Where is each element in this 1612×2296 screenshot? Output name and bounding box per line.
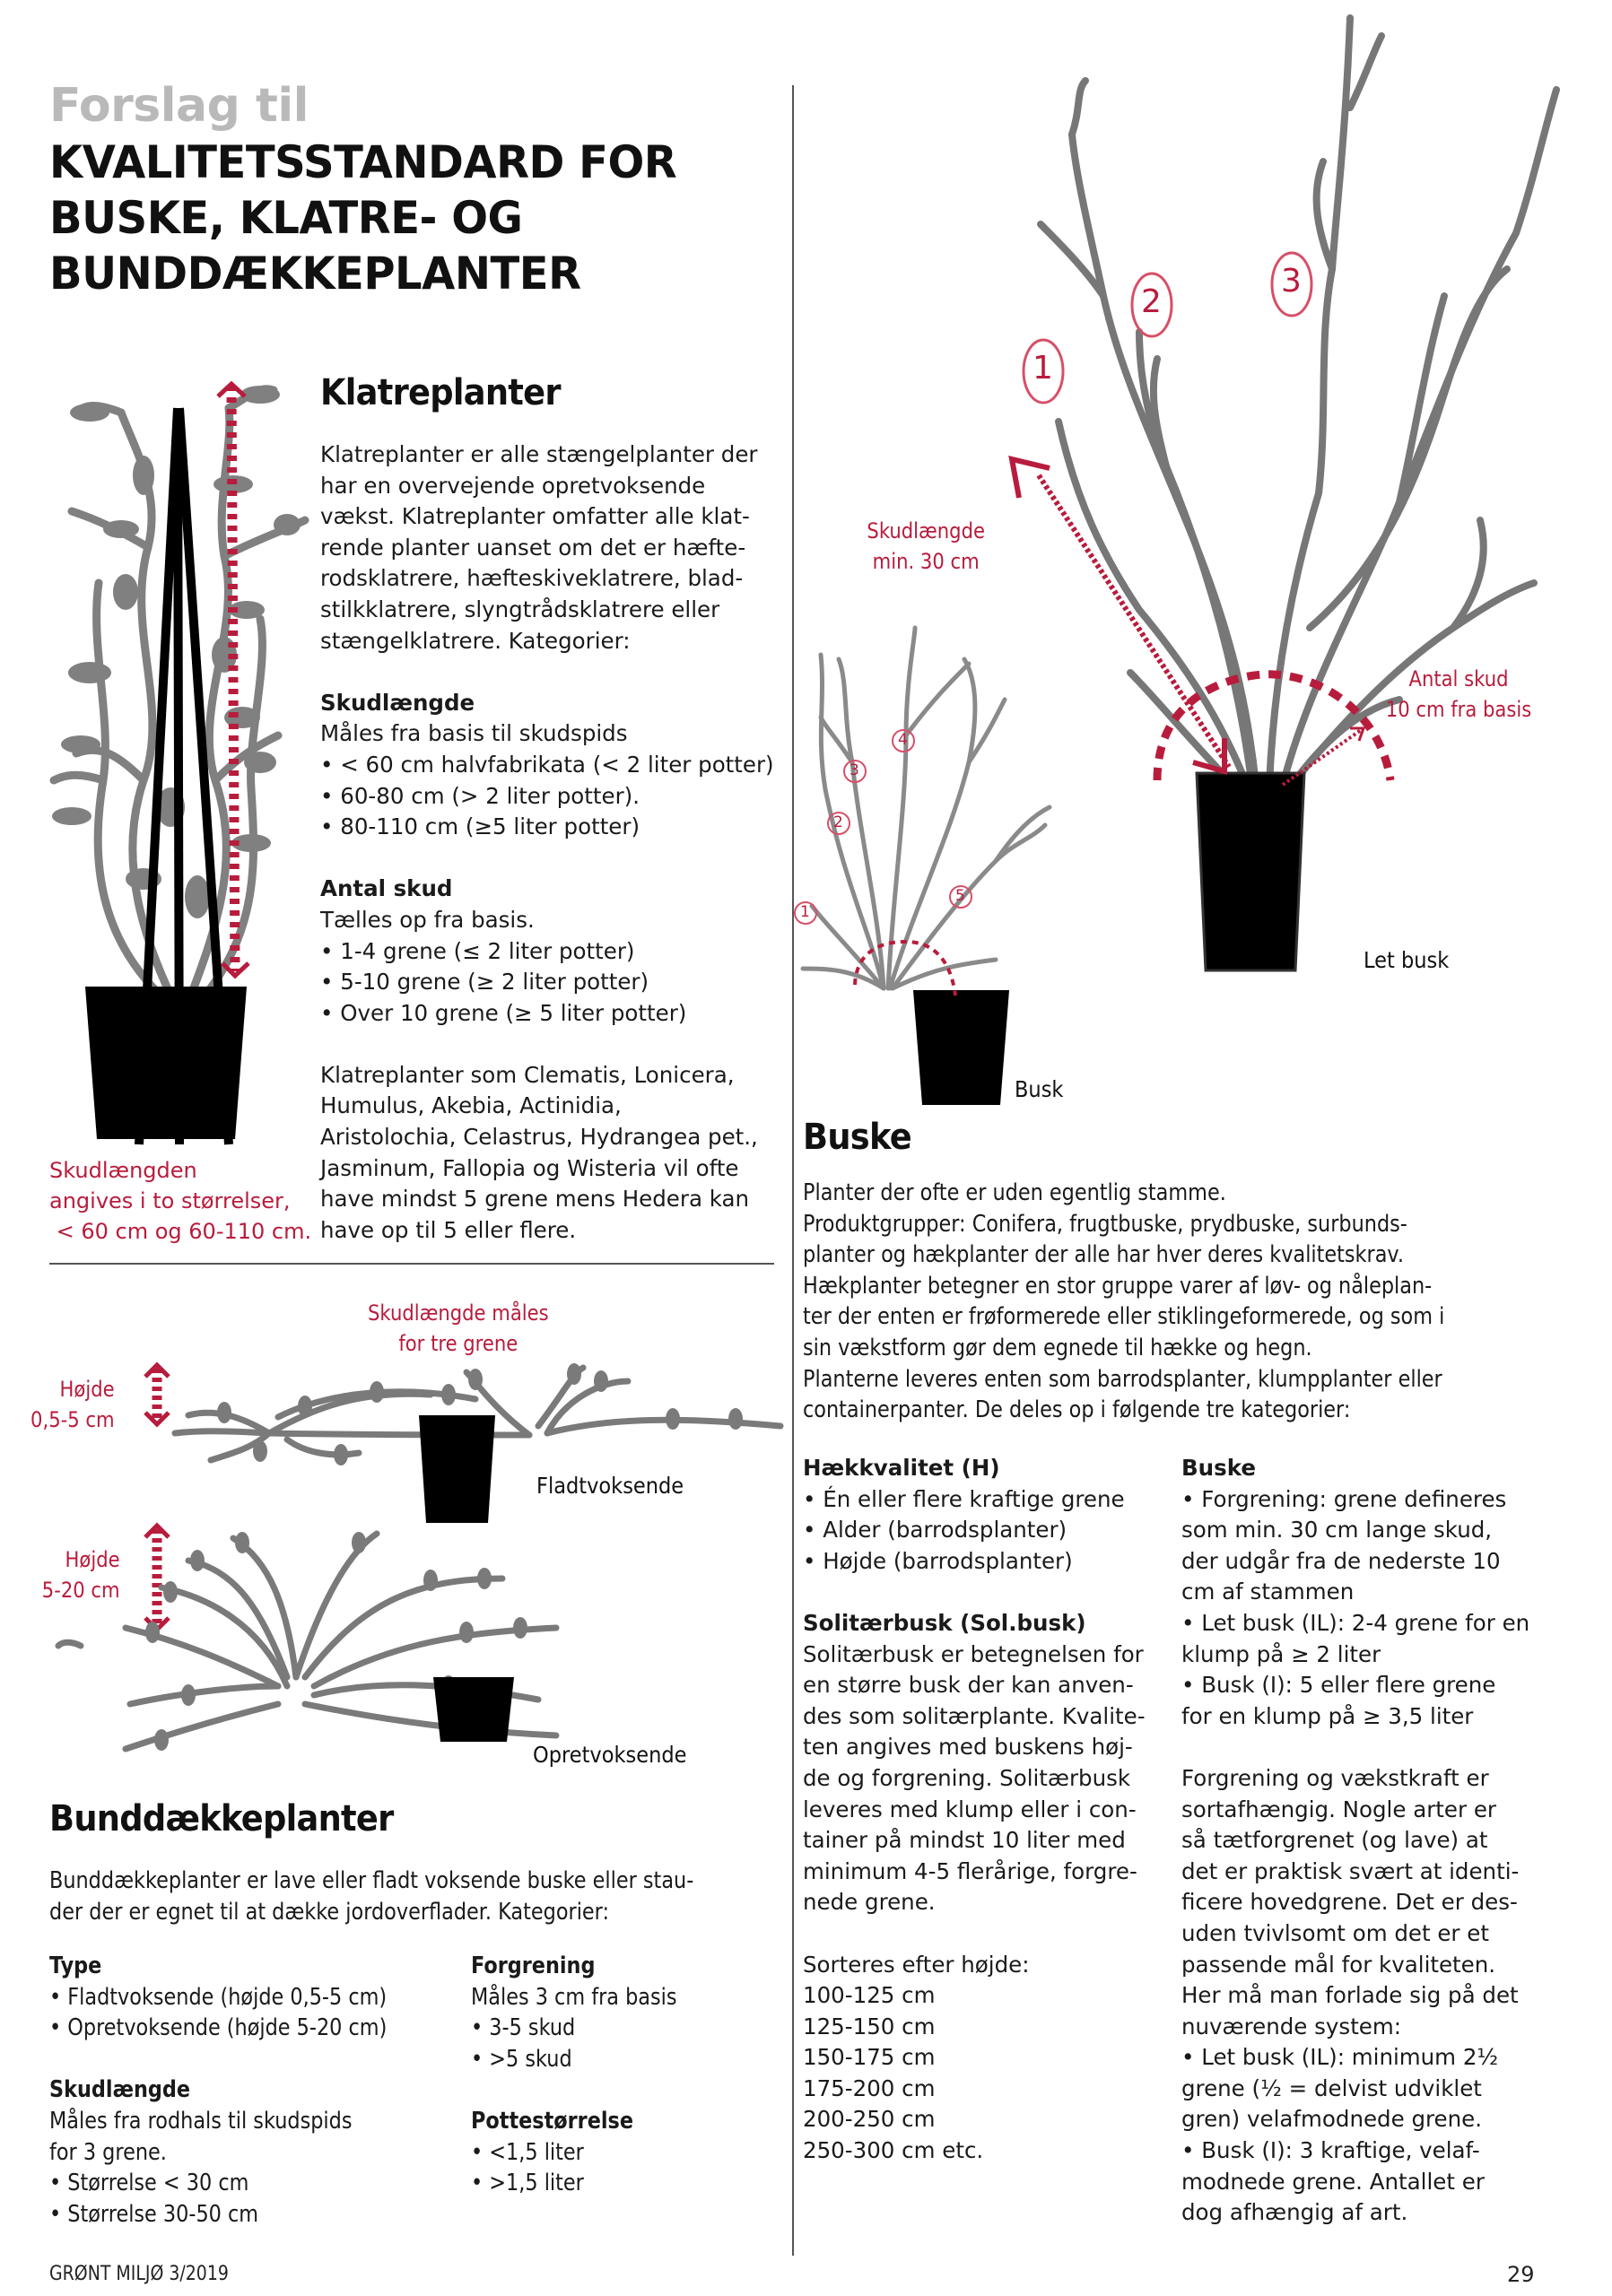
body-line: Hækplanter betegner en stor gruppe varer af løv- og nåleplan- <box>803 1272 1433 1300</box>
body-line: for en klump på ≥ 3,5 liter <box>1181 1702 1474 1729</box>
small-branch-number-4: 4 <box>898 731 908 749</box>
height-range: 250-300 cm etc. <box>803 2137 984 2164</box>
flat-height-label <box>20 1374 115 1435</box>
pot-icon <box>85 987 247 1139</box>
body-line: sortafhængig. Nogle arter er <box>1181 1796 1496 1822</box>
body-line: have op til 5 eller flere. <box>320 1216 577 1243</box>
caption-line: 0,5-5 cm <box>30 1407 115 1432</box>
body-line: leveres med klump eller i con- <box>803 1796 1137 1822</box>
climber-caption <box>49 1155 311 1247</box>
body-line: Produktgrupper: Conifera, frugtbuske, prydbuske, surbunds- <box>803 1210 1407 1238</box>
body-line: dog afhængig af art. <box>1181 2199 1408 2226</box>
body-line: • Let busk (IL): minimum 2½ <box>1181 2044 1499 2071</box>
body-line: som min. 30 cm lange skud, <box>1181 1517 1493 1544</box>
small-branch-number-2: 2 <box>833 813 843 831</box>
pot-icon <box>913 990 1009 1105</box>
large-number-circles <box>1024 253 1311 403</box>
branch-number-1: 1 <box>1033 350 1053 387</box>
body-line: så tætforgrenet (og lave) at <box>1181 1827 1488 1854</box>
height-range: 150-175 cm <box>803 2044 936 2071</box>
caption-line: for tre grene <box>398 1331 518 1356</box>
list-item: • < 60 cm halvfabrikata (< 2 liter potter) <box>320 751 774 778</box>
flat-height-arrow-icon <box>139 1361 175 1429</box>
body-line: Klatreplanter som Clematis, Lonicera, <box>320 1061 735 1088</box>
subheading-forgrening: Forgrening <box>471 1952 596 1979</box>
skud-length-caption <box>855 516 997 577</box>
body-line: der der er egnet til at dække jordoverflader. Kategorier: <box>49 1898 610 1926</box>
caption-line: Skudlængde måles <box>367 1300 549 1326</box>
section-heading-buske: Buske <box>803 1117 911 1158</box>
body-line: der udgår fra de nederste 10 <box>1181 1547 1501 1574</box>
body-line: rende planter uanset om det er hæfte- <box>320 534 746 561</box>
body-line: cm af stammen <box>1181 1578 1355 1605</box>
caption-line: angives i to størrelser, <box>49 1188 291 1213</box>
list-item: • 3-5 skud <box>471 2014 576 2042</box>
flat-groundcover-illustration <box>179 1354 789 1471</box>
body-line: nuværende system: <box>1181 2013 1401 2039</box>
klatreplanter-body <box>320 439 774 1246</box>
body-line: Solitærbusk er betegnelsen for <box>803 1640 1144 1667</box>
body-line: gren) velafmodnede grene. <box>1181 2106 1483 2133</box>
body-line: Forgrening og vækstkraft er <box>1181 1764 1489 1791</box>
body-line: Klatreplanter er alle stængelplanter der <box>320 441 758 467</box>
body-line: Planter der ofte er uden egentlig stamme. <box>803 1179 1226 1206</box>
list-item: • 5-10 grene (≥ 2 liter potter) <box>320 969 649 996</box>
list-item: • Alder (barrodsplanter) <box>803 1517 1067 1544</box>
body-line: de og forgrening. Solitærbusk <box>803 1764 1131 1791</box>
list-item: • 60-80 cm (> 2 liter potter). <box>320 782 640 809</box>
body-line: Planterne leveres enten som barrodsplanter, klumpplanter eller <box>803 1365 1442 1393</box>
caption-line: Højde <box>65 1547 120 1572</box>
subheading-skudlaengde: Skudlængde <box>320 689 475 716</box>
body-line: en større busk der kan anven- <box>803 1672 1134 1699</box>
list-item: • <1,5 liter <box>471 2138 584 2166</box>
body-line: planter og hækplanter der alle har hver deres kvalitetskrav. <box>803 1241 1405 1269</box>
list-item: • Højde (barrodsplanter) <box>803 1547 1073 1574</box>
skud-length-arrow-icon <box>1012 459 1229 771</box>
body-line: • Busk (I): 5 eller flere grene <box>1181 1672 1496 1699</box>
list-item: • Én eller flere kraftige grene <box>803 1485 1125 1512</box>
list-item: • Over 10 grene (≥ 5 liter potter) <box>320 999 687 1026</box>
subheading-buske: Buske <box>1181 1455 1256 1481</box>
body-line: har en overvejende opretvoksende <box>320 472 706 499</box>
body-line: ter der enten er frøformerede eller stiklingeformerede, og som i <box>803 1303 1445 1331</box>
body-line: Bunddækkeplanter er lave eller fladt voksende buske eller stau- <box>49 1867 694 1894</box>
upright-pot <box>433 1677 514 1744</box>
caption-line: 10 cm fra basis <box>1385 697 1532 722</box>
height-range: 175-200 cm <box>803 2074 936 2101</box>
caption-line: Skudlængde <box>867 518 985 544</box>
body-line: containerpanter. De deles op i følgende tre kategorier: <box>803 1396 1351 1424</box>
caption-line: < 60 cm og 60-110 cm. <box>49 1219 312 1244</box>
branch-number-2: 2 <box>1141 283 1162 320</box>
body-line: stilkklatrere, slyngtrådsklatrere eller <box>320 596 720 622</box>
body-line: stængelklatrere. Kategorier: <box>320 627 631 654</box>
title-line: BUSKE, KLATRE- OG <box>49 192 523 244</box>
caption-line: Højde <box>59 1377 115 1402</box>
body-line: for 3 grene. <box>49 2138 167 2166</box>
flat-type-label: Fladtvoksende <box>536 1473 684 1499</box>
body-line: Aristolochia, Celastrus, Hydrangea pet., <box>320 1124 758 1151</box>
buske-left-column <box>803 1453 1146 2167</box>
body-line: minimum 4-5 flerårige, forgre- <box>803 1857 1137 1884</box>
subheading-pottestorrelse: Pottestørrelse <box>471 2107 634 2135</box>
body-line: rodsklatrere, hæfteskiveklatrere, blad- <box>320 565 744 592</box>
body-line: grene (½ = delvist udviklet <box>1181 2074 1482 2101</box>
list-item: • >1,5 liter <box>471 2170 584 2197</box>
body-line: klump på ≥ 2 liter <box>1181 1640 1381 1667</box>
height-range: 100-125 cm <box>803 1982 936 2009</box>
height-range: 125-150 cm <box>803 2013 936 2039</box>
list-item: • 1-4 grene (≤ 2 liter potter) <box>320 937 635 964</box>
list-item: • Opretvoksende (højde 5-20 cm) <box>49 2014 388 2042</box>
page-title <box>49 135 676 301</box>
antal-skud-caption <box>1380 664 1538 725</box>
height-range: 200-250 cm <box>803 2106 936 2133</box>
body-line: Sorteres efter højde: <box>803 1951 1030 1978</box>
body-line: vækst. Klatreplanter omfatter alle klat- <box>320 503 750 530</box>
body-line: ficere hovedgrene. Det er des- <box>1181 1889 1518 1916</box>
climbing-plant-illustration <box>36 359 323 1130</box>
caption-line: Antal skud <box>1408 666 1509 691</box>
buske-right-column <box>1181 1453 1529 2229</box>
body-line: Jasminum, Fallopia og Wisteria vil ofte <box>320 1154 739 1181</box>
caption-line: Skudlængden <box>49 1158 197 1183</box>
subheading-antal-skud: Antal skud <box>320 875 453 902</box>
list-item: • >5 skud <box>471 2045 572 2073</box>
small-branch-number-3: 3 <box>850 761 859 779</box>
body-line: Humulus, Akebia, Actinidia, <box>320 1092 622 1119</box>
let-busk-label: Let busk <box>1364 947 1450 973</box>
body-line: passende mål for kvaliteten. <box>1181 1951 1496 1978</box>
section-heading-bunddaekkeplanter: Bunddækkeplanter <box>49 1798 394 1839</box>
list-item: • 80-110 cm (≥5 liter potter) <box>320 813 640 840</box>
page-number: 29 <box>1507 2262 1535 2287</box>
subheading-type: Type <box>49 1952 102 1979</box>
body-line: modnede grene. Antallet er <box>1181 2168 1485 2195</box>
publication-footer: GRØNT MILJØ 3/2019 <box>49 2263 229 2285</box>
subheading-solitaerbusk: Solitærbusk (Sol.busk) <box>803 1609 1086 1636</box>
bunddaekkeplanter-right-column <box>471 1951 677 2199</box>
body-line: • Forgrening: grene defineres <box>1181 1485 1507 1512</box>
body-line: uden tvivlsomt om det er et <box>1181 1919 1489 1946</box>
caption-line: 5-20 cm <box>41 1578 120 1603</box>
busk-label: Busk <box>1015 1076 1064 1102</box>
busk-branches <box>803 628 1050 988</box>
upright-type-label: Opretvoksende <box>533 1742 687 1768</box>
body-line: Tælles op fra basis. <box>320 906 535 933</box>
caption-line: min. 30 cm <box>872 549 980 574</box>
body-line: det er praktisk svært at identi- <box>1181 1857 1520 1884</box>
branch-number-3: 3 <box>1281 263 1302 300</box>
upright-groundcover-illustration <box>54 1507 789 1686</box>
kicker: Forslag til <box>49 79 309 133</box>
bunddaekkeplanter-intro <box>49 1866 693 1927</box>
body-line: • Busk (I): 3 kraftige, velaf- <box>1181 2137 1480 2164</box>
section-divider <box>49 1263 774 1265</box>
body-line: Her må man forlade sig på det <box>1181 1982 1519 2009</box>
body-line: Måles fra rodhals til skudspids <box>49 2107 353 2135</box>
body-line: have mindst 5 grene mens Hedera kan <box>320 1186 750 1213</box>
list-item: • Størrelse 30-50 cm <box>49 2200 259 2228</box>
body-line: sin vækstform gør dem egnede til hække og hegn. <box>803 1334 1312 1361</box>
pot-icon <box>433 1677 514 1742</box>
list-item: • Størrelse < 30 cm <box>49 2170 249 2197</box>
bunddaekkeplanter-left-column <box>49 1951 387 2230</box>
title-line: KVALITETSSTANDARD FOR <box>49 136 677 188</box>
body-line: nede grene. <box>803 1889 936 1916</box>
body-line: Måles fra basis til skudspids <box>320 720 628 747</box>
section-heading-klatreplanter: Klatreplanter <box>320 372 561 413</box>
groundcover-caption <box>352 1298 565 1359</box>
body-line: • Let busk (IL): 2-4 grene for en <box>1181 1609 1530 1636</box>
buske-intro <box>803 1178 1444 1426</box>
subheading-haekkvalitet: Hækkvalitet (H) <box>803 1455 1000 1481</box>
title-line: BUNDDÆKKEPLANTER <box>49 248 581 300</box>
pot-icon <box>1197 773 1304 970</box>
body-line: ten angives med buskens høj- <box>803 1734 1133 1761</box>
body-line: des som solitærplante. Kvalite- <box>803 1702 1146 1729</box>
list-item: • Fladtvoksende (højde 0,5-5 cm) <box>49 1983 388 2011</box>
body-line: tainer på mindst 10 liter med <box>803 1827 1126 1854</box>
subheading-skudlaengde: Skudlængde <box>49 2076 191 2104</box>
body-line: Måles 3 cm fra basis <box>471 1983 677 2011</box>
small-branch-number-5: 5 <box>955 887 965 905</box>
small-branch-number-1: 1 <box>800 903 810 921</box>
